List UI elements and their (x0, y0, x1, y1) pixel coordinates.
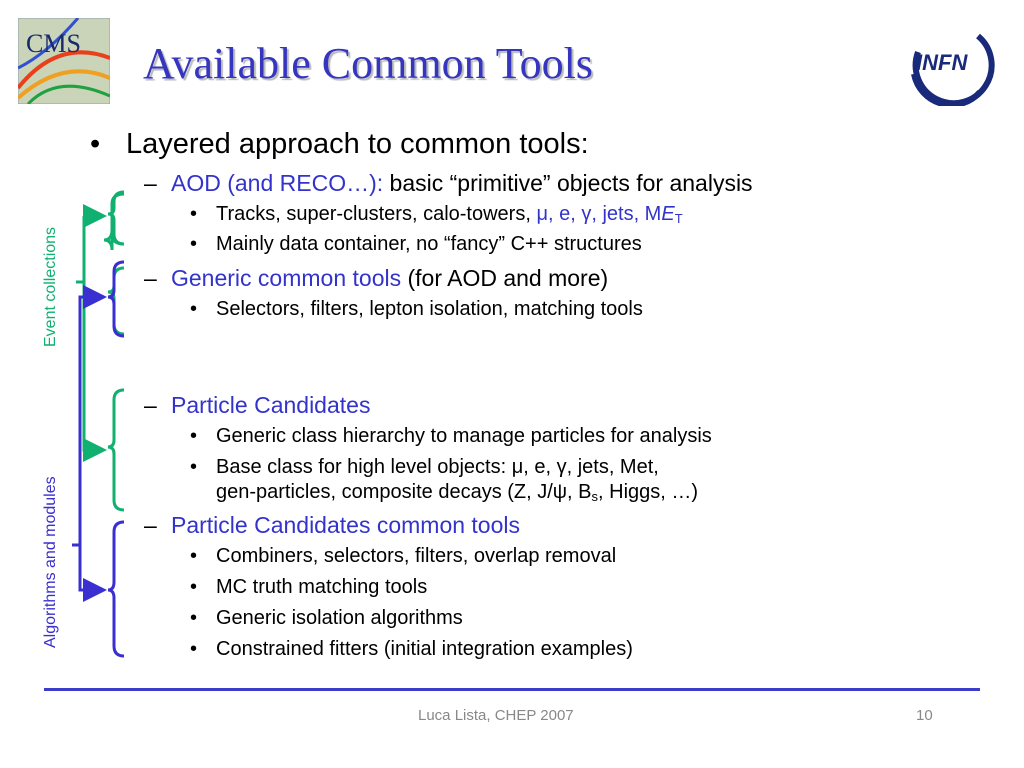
section-candidates-tools-heading: – Particle Candidates common tools (144, 512, 520, 538)
layer-brackets-diagram (60, 190, 130, 670)
brace-candidates-tools (108, 522, 124, 656)
footer-divider (44, 688, 980, 691)
list-item-continuation: gen-particles, composite decays (Z, J/ψ, $B_s$, Higgs, …) (216, 481, 699, 504)
section-particle-candidates-heading: – Particle Candidates (144, 392, 371, 418)
event-collections-label: Event collections (42, 226, 59, 347)
cms-logo (18, 18, 110, 104)
infn-logo (900, 22, 1000, 106)
list-item: • Generic class hierarchy to manage particles for analysis (190, 425, 712, 447)
footer-author: Luca Lista, CHEP 2007 (418, 707, 574, 724)
list-item: • Constrained fitters (initial integration examples) (190, 638, 633, 660)
algorithms-modules-label: Algorithms and modules (42, 476, 59, 648)
list-item: • Base class for high level objects: μ, e, γ, jets, Met, (190, 456, 659, 478)
brace-candidates (108, 390, 124, 510)
svg-text:CMS: CMS (26, 29, 81, 58)
section-aod-heading: – AOD (and RECO…): basic “primitive” objects for analysis (144, 170, 753, 196)
list-item: • Tracks, super-clusters, calo-towers, μ, e, γ, jets, $ME_T$ (190, 203, 683, 226)
brace-generic (108, 268, 124, 334)
section-generic-tools-heading: – Generic common tools (for AOD and more) (144, 265, 609, 291)
list-item: • Selectors, filters, lepton isolation, matching tools (190, 298, 643, 320)
main-bullet: • Layered approach to common tools: (90, 128, 589, 160)
page-number: 10 (916, 707, 933, 724)
list-item: • Generic isolation algorithms (190, 607, 463, 629)
list-item: • Mainly data container, no “fancy” C++ structures (190, 233, 642, 255)
page-title: Available Common Tools (143, 39, 593, 88)
list-item: • Combiners, selectors, filters, overlap removal (190, 545, 617, 567)
list-item: • MC truth matching tools (190, 576, 428, 598)
svg-text:INFN: INFN (916, 50, 968, 75)
